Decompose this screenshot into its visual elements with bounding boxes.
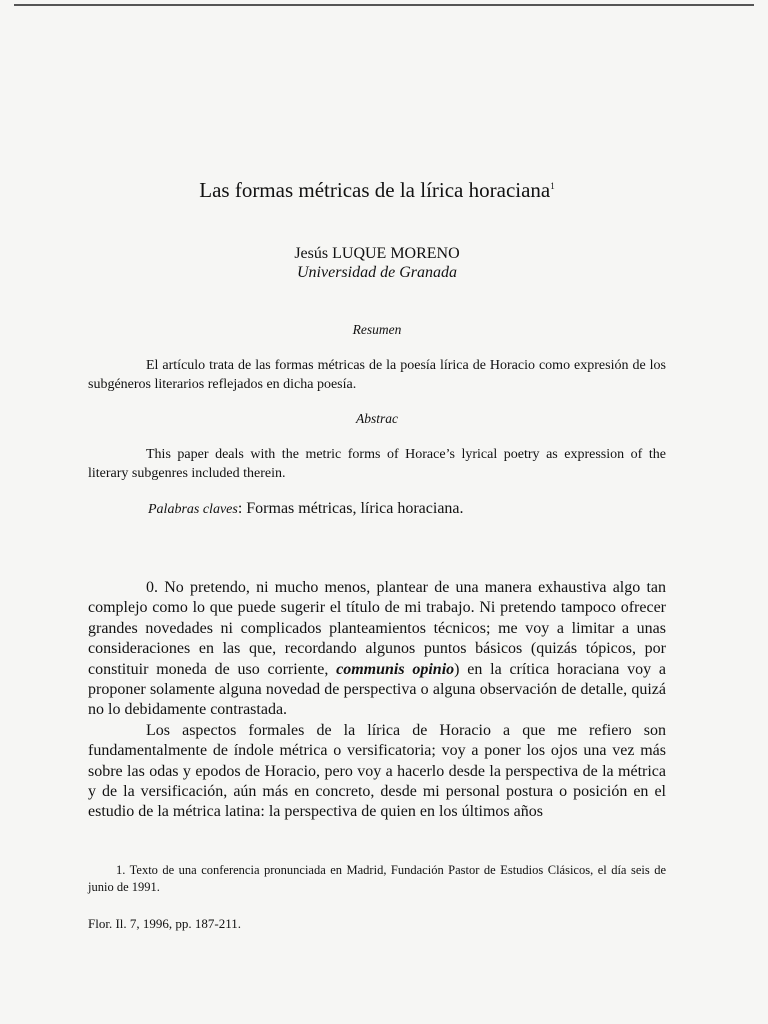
keywords-text: Formas métricas, lírica horaciana. [246, 500, 464, 517]
top-rule [14, 4, 754, 6]
resumen-heading: Resumen [352, 322, 402, 337]
journal-citation: Flor. Il. 7, 1996, pp. 187-211. [88, 916, 241, 931]
resumen-text: El artículo trata de las formas métricas de la poesía lírica de Horacio como expresión de los subgéneros literarios reflejados en dicha poesía. [88, 358, 666, 392]
keywords: Palabras claves: Formas métricas, lírica horaciana. [148, 500, 464, 517]
footnote-1: 1. Texto de una conferencia pronunciada en Madrid, Fundación Pastor de Estudios Clásicos, el día seis de junio de 1991. [88, 863, 666, 894]
title-text: Las formas métricas de la lírica horaciana [199, 178, 551, 202]
author-affiliation: Universidad de Granada [297, 264, 457, 281]
keywords-label: Palabras claves [148, 502, 238, 517]
footnote [88, 862, 666, 896]
abstract-heading: Abstrac [356, 411, 398, 426]
author-block [88, 244, 666, 282]
article-title [88, 178, 666, 203]
abstract-text: This paper deals with the metric forms of Horace’s lyrical poetry as expression of the literary subgenres included therein. [88, 447, 666, 481]
body-text [88, 578, 666, 823]
paragraph-1: 0. No pretendo, ni mucho menos, plantear de una manera exhaustiva algo tan complejo como lo que puede sugerir el título de mi trabajo. Ni pretendo tampoco ofrecer grandes novedades ni complicados planteamientos técnicos; me voy a limitar a unas consideraciones en las que, recordando algunos puntos básicos (quizás tópicos, por constituir moneda de uso corriente, communis opinio) en la crítica horaciana voy a proponer solamente alguna novedad de perspectiva o alguna observación de detalle, quizá no lo debidamente contrastada. [88, 579, 667, 719]
title-footnote-mark: 1 [550, 181, 555, 191]
latin-phrase: communis opinio [336, 660, 455, 678]
author-name: Jesús LUQUE MORENO [294, 245, 460, 262]
paragraph-2: Los aspectos formales de la lírica de Horacio a que me refiero son fundamentalmente de índole métrica o versificatoria; voy a poner los ojos una vez más sobre las odas y epodos de Horacio, pero voy a hacerlo desde la perspectiva de la métrica y de la versificación, aún más en concreto, desde mi personal postura o posición en el estudio de la métrica latina: la perspectiva de quien en los últimos años [88, 721, 666, 821]
